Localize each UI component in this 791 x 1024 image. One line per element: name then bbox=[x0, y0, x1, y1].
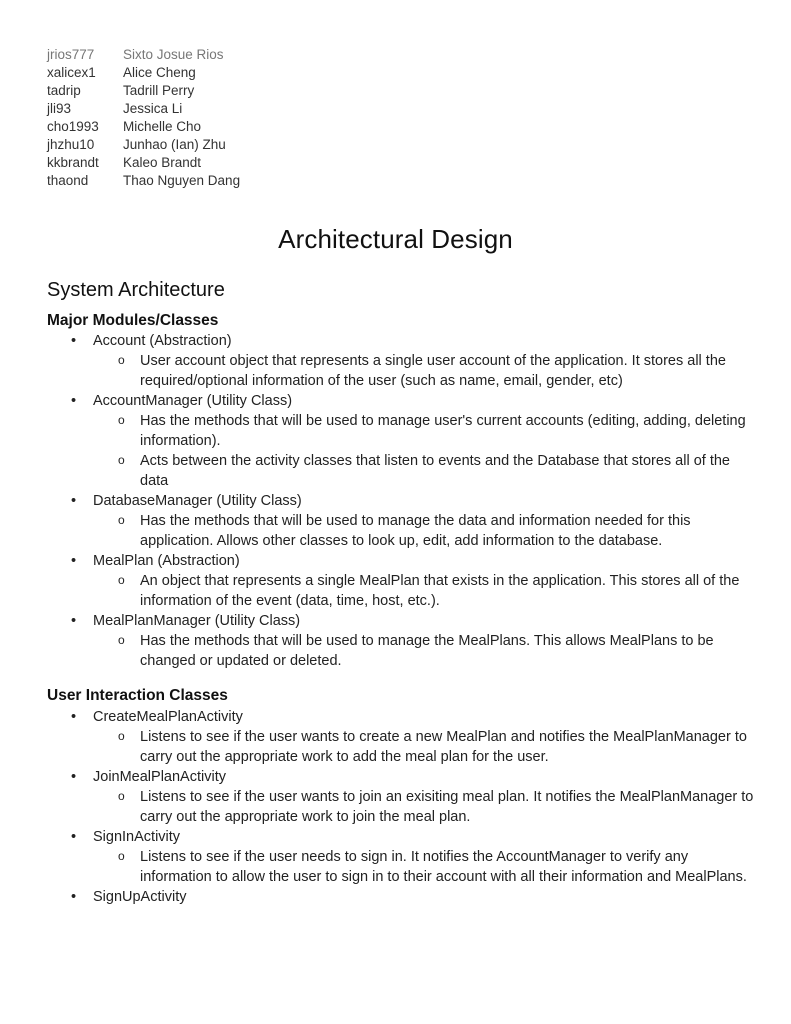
sub-list-item: o Listens to see if the user wants to join an exisiting meal plan. It notifies the MealPlanManager to carry out the appropriate work to join the meal plan. bbox=[47, 787, 757, 827]
list-item: • MealPlanManager (Utility Class) bbox=[47, 611, 757, 631]
document-title: Architectural Design bbox=[278, 224, 513, 254]
list-item: • SignUpActivity bbox=[47, 887, 757, 907]
section-title: System Architecture bbox=[47, 279, 225, 301]
team-username: jhzhu10 bbox=[47, 137, 95, 152]
sub-list-item: o Has the methods that will be used to manage the MealPlans. This allows MealPlans to be changed or updated or deleted. bbox=[47, 631, 757, 671]
team-fullname: Michelle Cho bbox=[123, 119, 202, 134]
team-member bbox=[47, 118, 240, 136]
list-item: • JoinMealPlanActivity bbox=[47, 767, 757, 787]
sub-list-item: o Has the methods that will be used to manage user's current accounts (editing, adding, deleting information). bbox=[47, 411, 757, 451]
list-item: • AccountManager (Utility Class) bbox=[47, 391, 757, 411]
team-username: cho1993 bbox=[47, 119, 99, 134]
team-member bbox=[47, 172, 240, 190]
team-member bbox=[47, 154, 240, 172]
list-item: • SignInActivity bbox=[47, 827, 757, 847]
major-modules-list bbox=[47, 331, 757, 671]
sub-list-item: o Listens to see if the user needs to sign in. It notifies the AccountManager to verify any information to allow the user to sign in to their account with all their information and MealPlans. bbox=[47, 847, 757, 887]
sub-list-item: o Has the methods that will be used to manage the data and information needed for this application. Allows other classes to look up, edit, add information to the database. bbox=[47, 511, 757, 551]
team-fullname: Kaleo Brandt bbox=[123, 155, 202, 170]
team-username: tadrip bbox=[47, 83, 81, 98]
team-member bbox=[47, 100, 240, 118]
team-member bbox=[47, 136, 240, 154]
user-interaction-list bbox=[47, 707, 757, 907]
list-item: • DatabaseManager (Utility Class) bbox=[47, 491, 757, 511]
team-roster bbox=[47, 46, 240, 190]
team-username: kkbrandt bbox=[47, 155, 99, 170]
sub-list-item: o User account object that represents a single user account of the application. It stores all the required/optional information of the user (such as name, email, gender, etc) bbox=[47, 351, 757, 391]
team-member bbox=[47, 82, 240, 100]
team-member bbox=[47, 46, 240, 64]
team-fullname: Alice Cheng bbox=[123, 65, 196, 80]
list-item: • Account (Abstraction) bbox=[47, 331, 757, 351]
sub-list-item: o An object that represents a single MealPlan that exists in the application. This stores all of the information of the event (data, time, host, etc.). bbox=[47, 571, 757, 611]
team-fullname: Thao Nguyen Dang bbox=[123, 173, 241, 188]
team-fullname: Tadrill Perry bbox=[123, 83, 195, 98]
team-fullname: Sixto Josue Rios bbox=[123, 47, 224, 62]
sub-list-item: o Listens to see if the user wants to create a new MealPlan and notifies the MealPlanManager to carry out the appropriate work to add the meal plan for the user. bbox=[47, 727, 757, 767]
sub-list-item: o Acts between the activity classes that listen to events and the Database that stores all of the data bbox=[47, 451, 757, 491]
list-item: • CreateMealPlanActivity bbox=[47, 707, 757, 727]
subheading-major-modules: Major Modules/Classes bbox=[47, 312, 219, 329]
team-username: jli93 bbox=[47, 101, 72, 116]
team-username: thaond bbox=[47, 173, 89, 188]
list-item: • MealPlan (Abstraction) bbox=[47, 551, 757, 571]
team-fullname: Jessica Li bbox=[123, 101, 183, 116]
team-username: xalicex1 bbox=[47, 65, 96, 80]
team-username: jrios777 bbox=[47, 47, 95, 62]
team-fullname: Junhao (Ian) Zhu bbox=[123, 137, 226, 152]
team-member bbox=[47, 64, 240, 82]
subheading-user-interaction: User Interaction Classes bbox=[47, 687, 228, 704]
